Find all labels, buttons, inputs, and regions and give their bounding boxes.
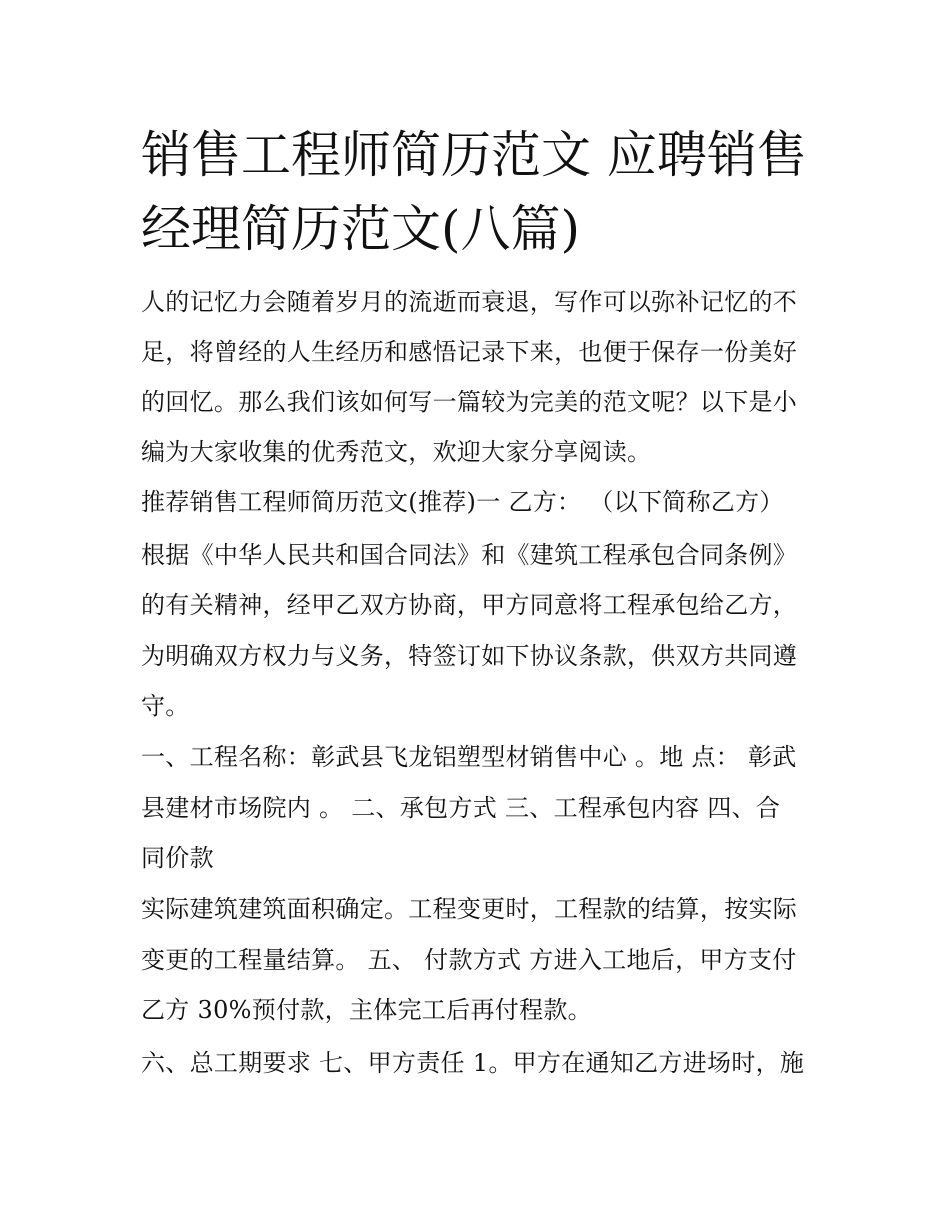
body-line: 一、工程名称：彰武县飞龙铝塑型材销售中心 。地 点： 彰武 <box>141 743 797 771</box>
body-line: 推荐销售工程师简历范文(推荐)一 乙方： （以下简称乙方） <box>141 488 784 516</box>
body-line: 足，将曾经的人生经历和感悟记录下来，也便于保存一份美好 <box>141 338 798 366</box>
body-line: 的有关精神，经甲乙双方协商，甲方同意将工程承包给乙方， <box>141 591 798 619</box>
body-line: 编为大家收集的优秀范文，欢迎大家分享阅读。 <box>141 438 652 466</box>
document-title <box>141 118 841 266</box>
body-line: 县建材市场院内 。 二、承包方式 三、工程承包内容 四、合 <box>141 794 781 822</box>
body-line: 为明确双方权力与义务，特签订如下协议条款，供双方共同遵 <box>141 642 798 670</box>
body-line: 根据《中华人民共和国合同法》和《建筑工程承包合同条例》 <box>141 541 798 569</box>
body-line: 六、总工期要求 七、甲方责任 1。甲方在通知乙方进场时，施 <box>141 1049 805 1077</box>
title-line: 销售工程师简历范文 应聘销售 <box>141 126 807 184</box>
body-line: 的回忆。那么我们该如何写一篇较为完美的范文呢？以下是小 <box>141 388 798 416</box>
body-line: 守。 <box>141 692 190 720</box>
body-line: 人的记忆力会随着岁月的流逝而衰退，写作可以弥补记忆的不 <box>141 288 798 316</box>
body-line: 变更的工程量结算。 五、 付款方式 方进入工地后，甲方支付 <box>141 946 797 974</box>
body-line: 实际建筑建筑面积确定。工程变更时，工程款的结算，按实际 <box>141 895 798 923</box>
title-line: 经理简历范文(八篇) <box>141 200 581 258</box>
body-line: 乙方 30%预付款，主体完工后再付程款。 <box>141 996 592 1024</box>
body-line: 同价款 <box>141 844 214 872</box>
